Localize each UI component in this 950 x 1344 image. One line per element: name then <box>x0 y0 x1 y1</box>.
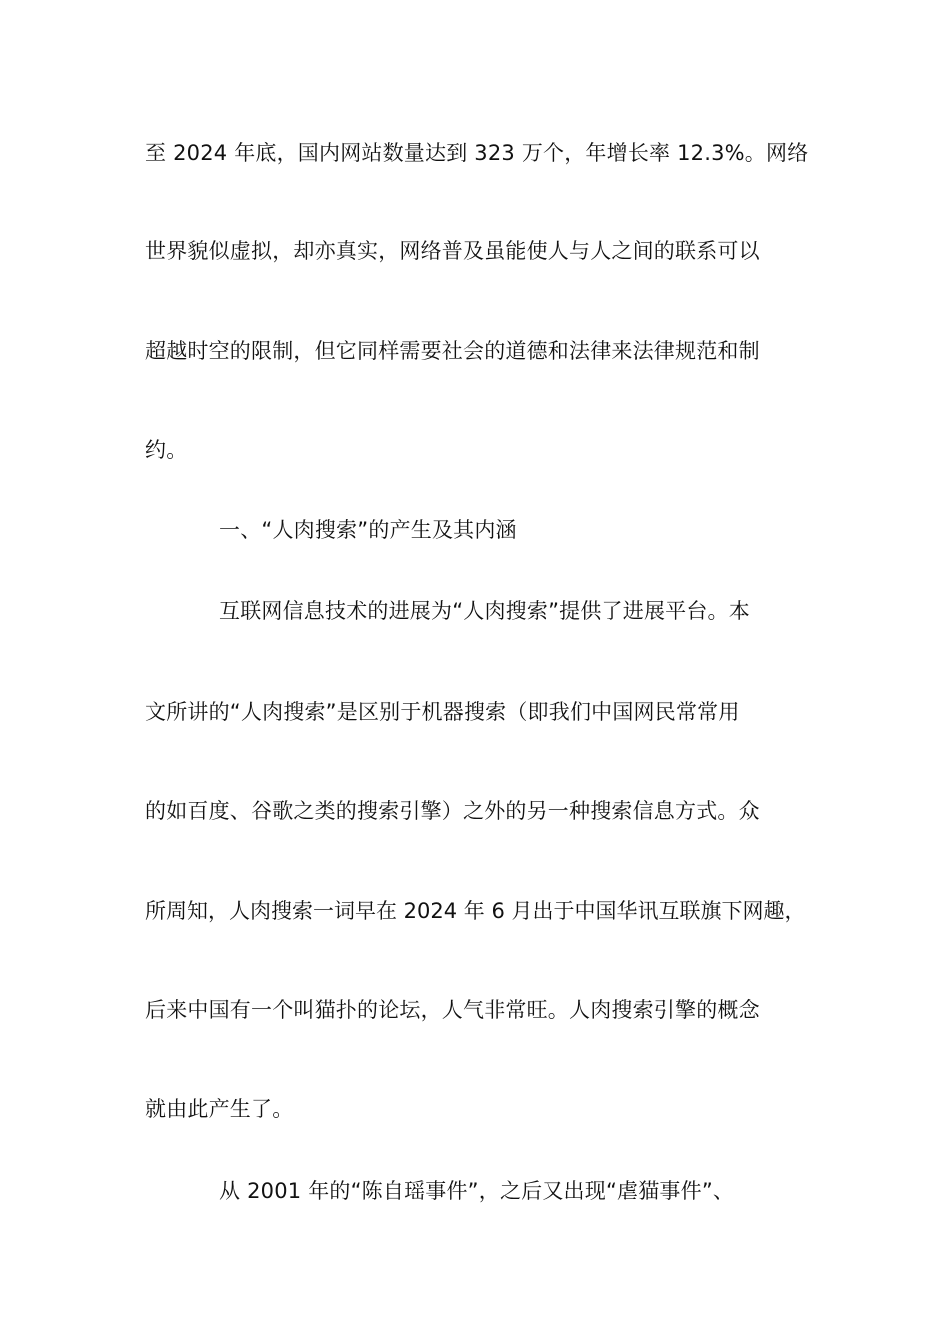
paragraph-line: 就由此产生了。 <box>145 1097 294 1121</box>
paragraph-line: 约。 <box>145 438 188 462</box>
paragraph-line: 的如百度、谷歌之类的搜索引擎）之外的另一种搜索信息方式。众 <box>145 799 760 823</box>
paragraph-line: 从 2001 年的“陈自瑶事件”，之后又出现“虐猫事件”、 <box>219 1179 735 1203</box>
paragraph-line: 超越时空的限制，但它同样需要社会的道德和法律来法律规范和制 <box>145 339 760 363</box>
paragraph-line: 互联网信息技术的进展为“人肉搜索”提供了进展平台。本 <box>219 599 750 623</box>
section-heading: 一、“人肉搜索”的产生及其内涵 <box>219 518 517 542</box>
paragraph-line: 至 2024 年底，国内网站数量达到 323 万个，年增长率 12.3%。网络 <box>145 141 809 165</box>
paragraph-line: 所周知，人肉搜索一词早在 2024 年 6 月出于中国华讯互联旗下网趣， <box>145 899 806 923</box>
paragraph-line: 后来中国有一个叫猫扑的论坛，人气非常旺。人肉搜索引擎的概念 <box>145 998 760 1022</box>
paragraph-line: 文所讲的“人肉搜索”是区别于机器搜索（即我们中国网民常常用 <box>145 700 740 724</box>
paragraph-line: 世界貌似虚拟，却亦真实，网络普及虽能使人与人之间的联系可以 <box>145 239 760 263</box>
